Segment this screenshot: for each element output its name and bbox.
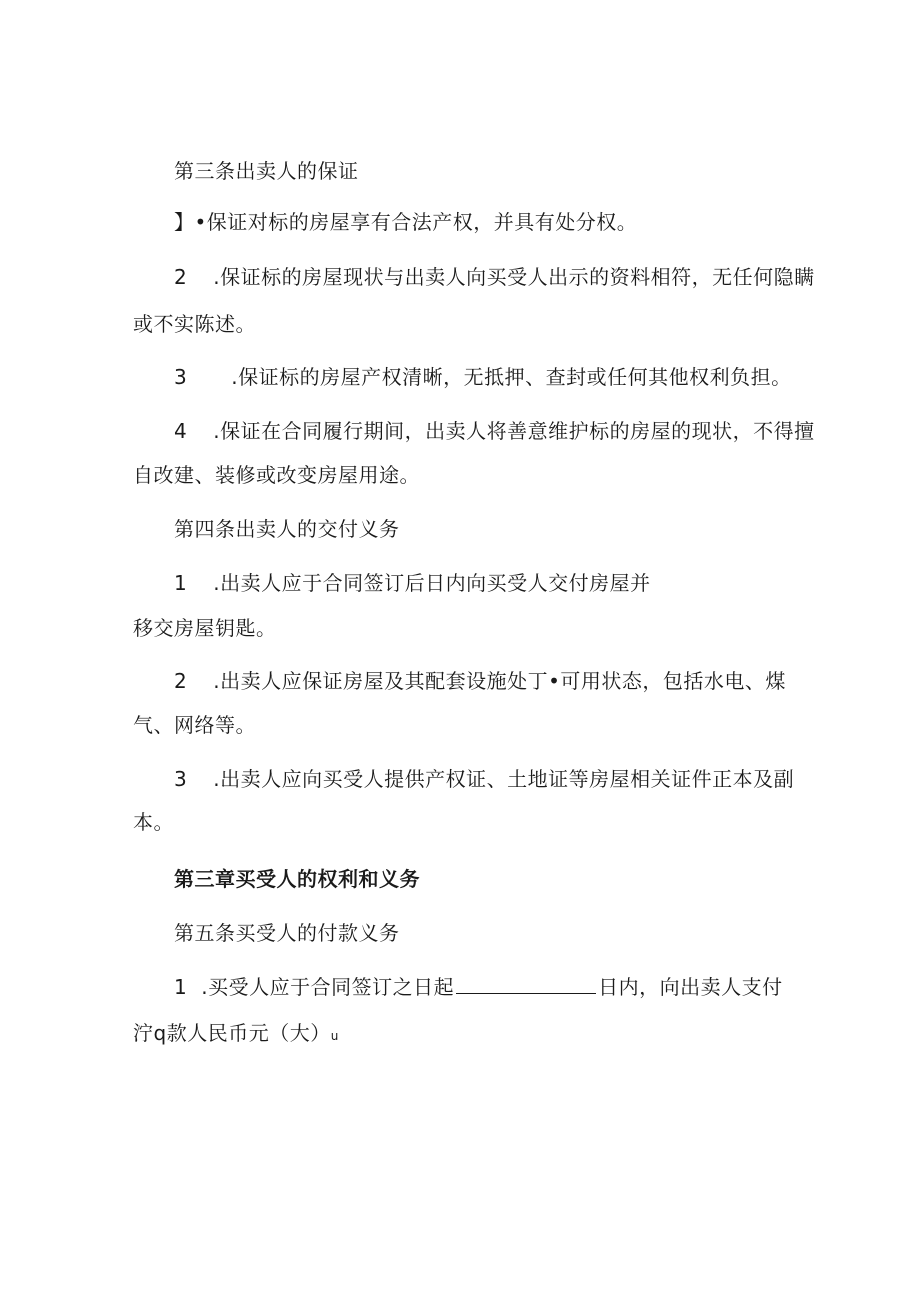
item-text-b: 日内，向出卖人支付 <box>598 975 783 999</box>
item-number: 3 <box>174 767 188 791</box>
article-4-item-2-line-1 <box>174 668 786 694</box>
item-text: .出卖人应向买受人提供产权证、土地证等房屋相关证件正本及副 <box>213 767 795 791</box>
item-number: 2 <box>174 265 188 289</box>
article-5-title: 第五条买受人的付款义务 <box>174 921 400 945</box>
article-5-item-1-line-1 <box>174 974 783 1000</box>
chapter-3-title: 第三章买受人的权利和义务 <box>174 867 420 891</box>
item-text: 泞q款人民币元（大） <box>133 1021 331 1045</box>
item-text: .保证在合同履行期间，出卖人将善意维护标的房屋的现状，不得擅 <box>213 419 815 443</box>
article-3-item-2-line-1 <box>174 264 815 290</box>
article-3-item-4-line-2: 自改建、装修或改变房屋用途。 <box>133 463 420 487</box>
article-4-title: 第四条出卖人的交付义务 <box>174 517 400 541</box>
article-4-item-3-line-2: 本。 <box>133 810 174 834</box>
item-text-a: .买受人应于合同签订之日起 <box>201 975 455 999</box>
article-3-item-2-line-2: 或不实陈述。 <box>133 312 256 336</box>
article-3-item-3 <box>174 364 792 390</box>
article-3-item-1: 】•保证对标的房屋享有合法产权，并具有处分权。 <box>174 210 638 234</box>
item-number: 1 <box>174 975 188 999</box>
article-5-item-1-line-2 <box>133 1020 339 1049</box>
item-text: .出卖人应保证房屋及其配套设施处丁•可用状态，包括水电、煤 <box>213 669 786 693</box>
item-text: .保证标的房屋现状与出卖人向买受人出示的资料相符，无任何隐瞒 <box>213 265 815 289</box>
item-number: 1 <box>174 571 188 595</box>
item-number: 4 <box>174 419 188 443</box>
item-text: .出卖人应于合同签订后日内向买受人交付房屋并 <box>213 571 651 595</box>
article-4-item-1-line-1 <box>174 570 651 596</box>
article-3-item-4-line-1 <box>174 418 815 444</box>
item-text: .保证标的房屋产权清晰，无抵押、查封或任何其他权利负担。 <box>231 365 792 389</box>
trailing-mark: u <box>330 1029 339 1043</box>
item-number: 3 <box>174 365 188 389</box>
days-blank-field[interactable] <box>456 975 596 994</box>
item-number: 2 <box>174 669 188 693</box>
article-4-item-3-line-1 <box>174 766 794 792</box>
article-4-item-2-line-2: 气、网络等。 <box>133 713 256 737</box>
article-3-title: 第三条出卖人的保证 <box>174 159 359 183</box>
article-4-item-1-line-2: 移交房屋钥匙。 <box>133 616 277 640</box>
